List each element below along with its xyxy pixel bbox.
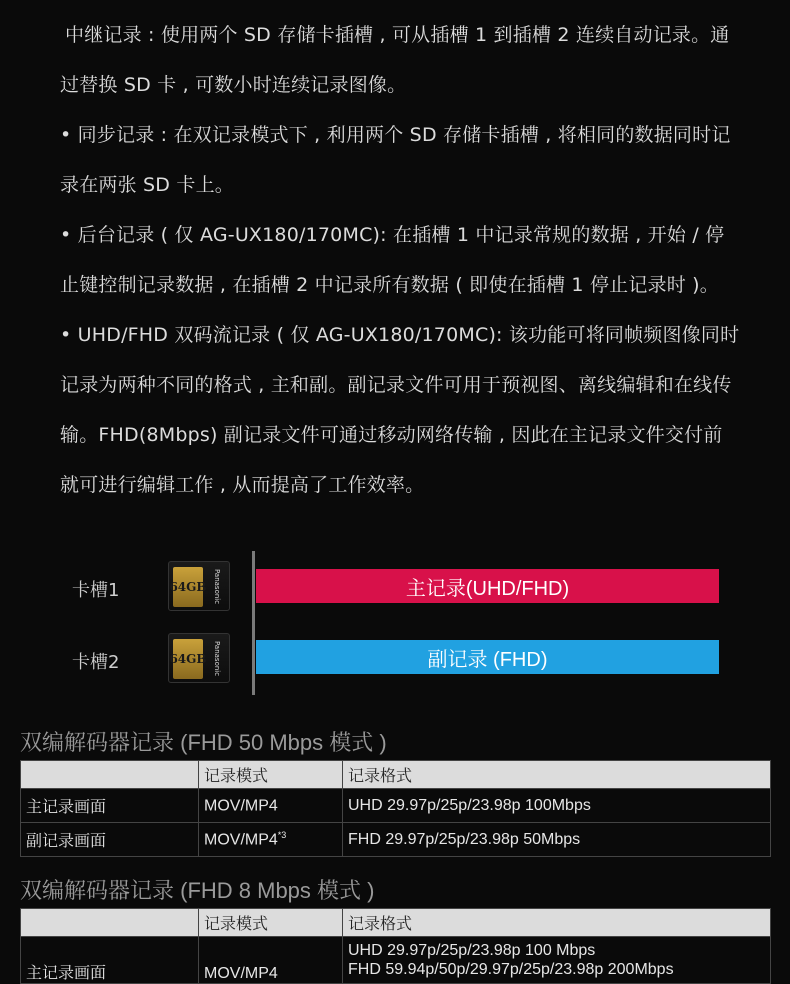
- table-row: [21, 937, 771, 984]
- diagram-divider: [252, 551, 255, 695]
- row-format: [343, 937, 771, 984]
- sub-recording-bar: 副记录 (FHD): [256, 640, 719, 674]
- row-label: 主记录画面: [21, 789, 199, 823]
- paragraph-dual-codec-recording: • UHD/FHD 双码流记录 ( 仅 AG-UX180/170MC): 该功能可将同帧频图像同时记录为两种不同的格式 , 主和副。副记录文件可用于预视图、离线编辑和在线传输。FHD(8Mbps) 副记录文件可通过移动网络传输 , 因此在主记录文件交付前就可进行编辑工作 , 从而提高了工作效率。: [60, 324, 740, 496]
- paragraph-background-recording: • 后台记录 ( 仅 AG-UX180/170MC): 在插槽 1 中记录常规的数据 , 开始 / 停止键控制记录数据 , 在插槽 2 中记录所有数据 ( 即使在插槽 1 停止记录时 )。: [60, 224, 725, 296]
- table-header-row: [21, 761, 771, 789]
- row-label: 副记录画面: [21, 823, 199, 857]
- paragraph-relay-recording: 中继记录 : 使用两个 SD 存储卡插槽 , 可从插槽 1 到插槽 2 连续自动记录。通过替换 SD 卡 , 可数小时连续记录图像。: [60, 24, 730, 96]
- paragraph-simultaneous-recording: • 同步记录 : 在双记录模式下 , 利用两个 SD 存储卡插槽 , 将相同的数据同时记录在两张 SD 卡上。: [60, 124, 731, 196]
- row-label: 主记录画面: [21, 937, 199, 984]
- format-line: UHD 29.97p/25p/23.98p 100 Mbps: [348, 942, 596, 959]
- table-header-row: [21, 909, 771, 937]
- header-mode: 记录模式: [199, 761, 343, 789]
- header-format: 记录格式: [343, 909, 771, 937]
- slot2-label: 卡槽2: [72, 652, 120, 673]
- table-row: [21, 789, 771, 823]
- footnote-marker: *3: [277, 829, 287, 840]
- table2-title: 双编解码器记录 (FHD 8 Mbps 模式 ): [20, 878, 375, 903]
- sd-card-icon: [168, 633, 230, 683]
- format-line: FHD 59.94p/50p/29.97p/25p/23.98p 200Mbps: [348, 961, 674, 978]
- table1-title: 双编解码器记录 (FHD 50 Mbps 模式 ): [20, 730, 387, 755]
- sd-card-capacity: 64GB: [173, 639, 203, 679]
- sd-card-brand: Panasonic: [213, 641, 221, 677]
- header-empty: [21, 909, 199, 937]
- header-mode: 记录模式: [199, 909, 343, 937]
- dual-codec-50mbps-table: [20, 760, 771, 857]
- sd-card-capacity: 64GB: [173, 567, 203, 607]
- dual-slot-diagram: [0, 545, 790, 705]
- header-empty: [21, 761, 199, 789]
- row-mode: MOV/MP4: [199, 789, 343, 823]
- sd-card-icon: [168, 561, 230, 611]
- main-recording-bar: 主记录(UHD/FHD): [256, 569, 719, 603]
- row-mode: MOV/MP4$^{*3}$: [199, 823, 343, 857]
- row-mode: MOV/MP4: [199, 937, 343, 984]
- slot1-label: 卡槽1: [72, 580, 120, 601]
- sd-card-brand: Panasonic: [213, 569, 221, 605]
- dual-codec-8mbps-table: [20, 908, 771, 984]
- row-format: FHD 29.97p/25p/23.98p 50Mbps: [343, 823, 771, 857]
- header-format: 记录格式: [343, 761, 771, 789]
- description-text: [60, 10, 740, 510]
- row-format: UHD 29.97p/25p/23.98p 100Mbps: [343, 789, 771, 823]
- table-row: [21, 823, 771, 857]
